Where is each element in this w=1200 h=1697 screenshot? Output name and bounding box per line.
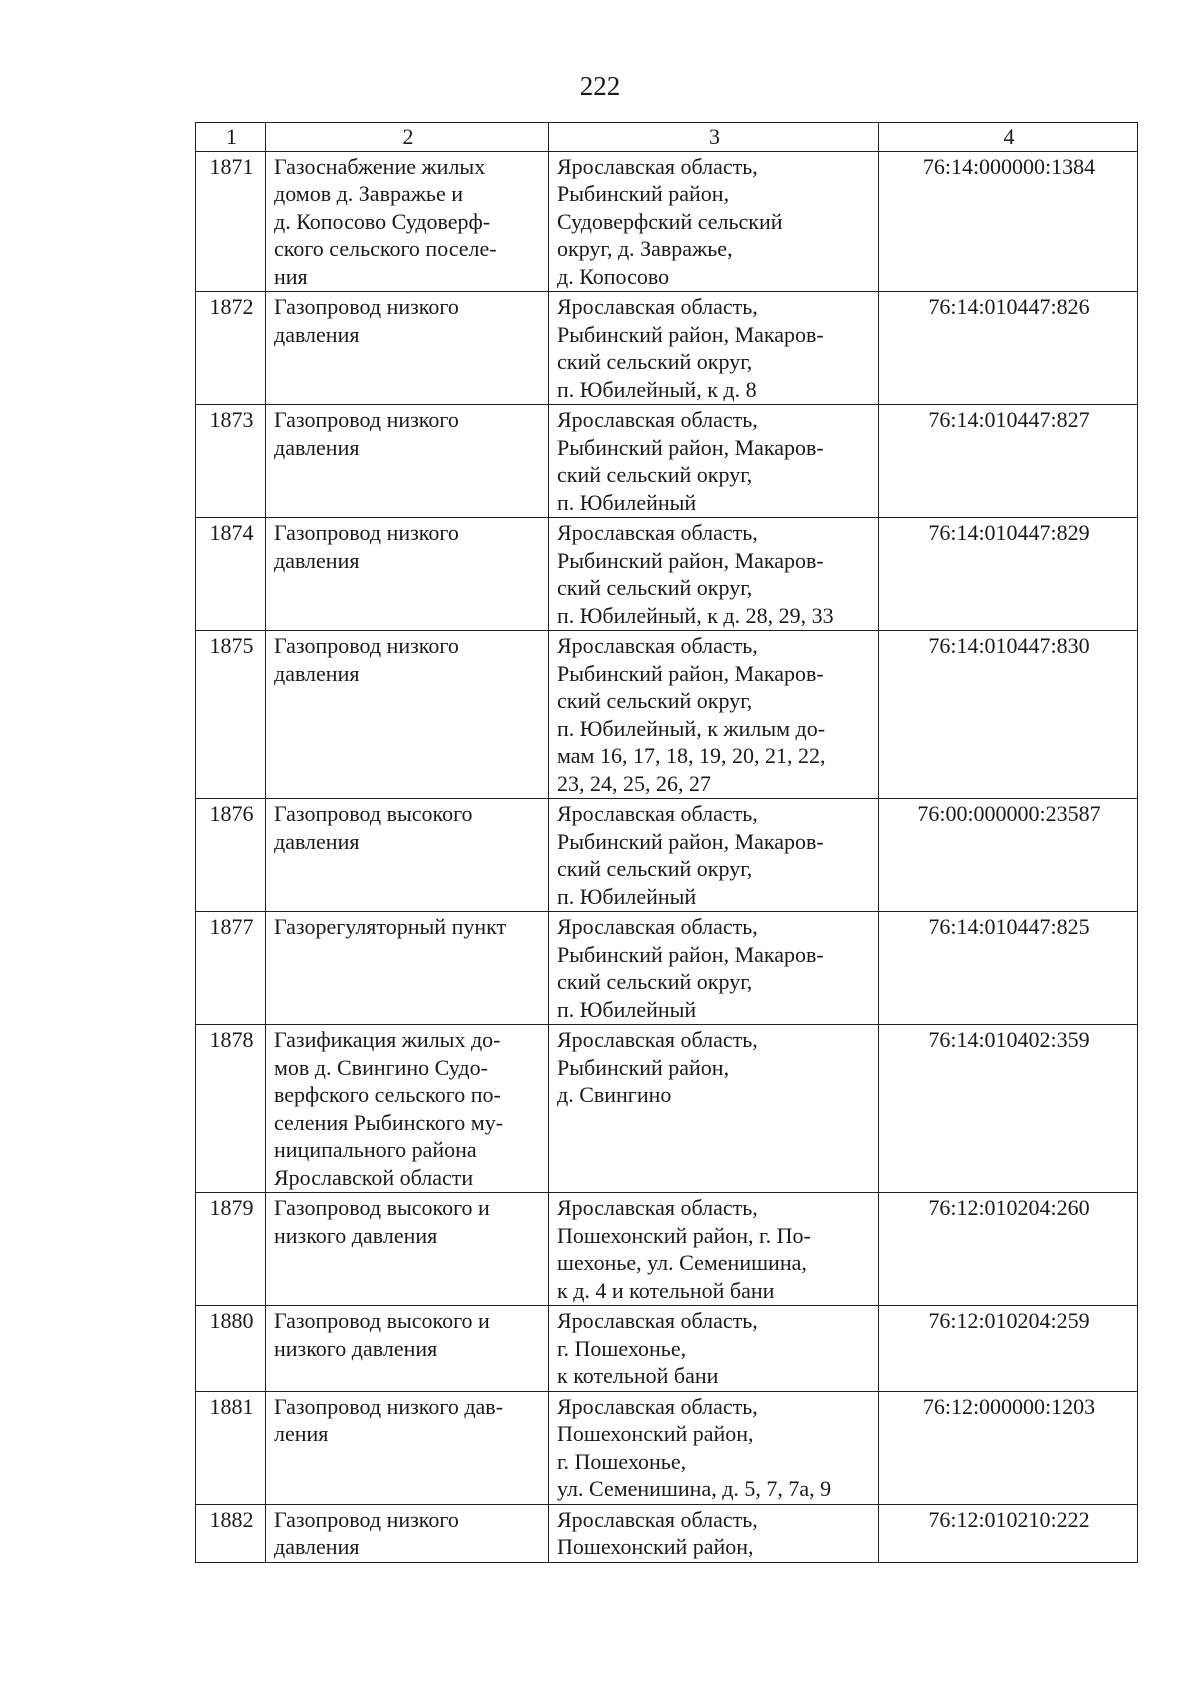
registry-table [195, 122, 1138, 1563]
object-location: Ярославская область, Рыбинский район, д. Свингино [549, 1025, 879, 1193]
object-location: Ярославская область, Рыбинский район, Макаров- ский сельский округ, п. Юбилейный [549, 912, 879, 1025]
table-row [196, 1306, 1138, 1392]
object-name: Газопровод низкого давления [266, 631, 549, 799]
object-location: Ярославская область, Рыбинский район, Макаров- ский сельский округ, п. Юбилейный, к жилым до- мам 16, 17, 18, 19, 20, 21, 22, 23, 24, 25, 26, 27 [549, 631, 879, 799]
table-row [196, 799, 1138, 912]
object-location: Ярославская область, Рыбинский район, Судоверфский сельский округ, д. Завражье, д. Копосово [549, 151, 879, 292]
cadastral-number: 76:12:010210:222 [879, 1504, 1138, 1562]
table-row [196, 912, 1138, 1025]
cadastral-number: 76:12:010204:259 [879, 1306, 1138, 1392]
object-location: Ярославская область, Рыбинский район, Макаров- ский сельский округ, п. Юбилейный [549, 799, 879, 912]
cadastral-number: 76:14:010447:829 [879, 518, 1138, 631]
object-location: Ярославская область, Пошехонский район, г. По- шехонье, ул. Семенишина, к д. 4 и котельной бани [549, 1193, 879, 1306]
cadastral-number: 76:12:010204:260 [879, 1193, 1138, 1306]
cadastral-number: 76:14:010402:359 [879, 1025, 1138, 1193]
object-name: Газопровод низкого давления [266, 405, 549, 518]
cadastral-number: 76:14:010447:825 [879, 912, 1138, 1025]
table-header [196, 123, 1138, 152]
header-row [196, 123, 1138, 152]
table-row [196, 151, 1138, 292]
object-name: Газопровод низкого давления [266, 518, 549, 631]
row-number: 1876 [196, 799, 266, 912]
cadastral-number: 76:14:010447:830 [879, 631, 1138, 799]
object-name: Газопровод высокого и низкого давления [266, 1306, 549, 1392]
row-number: 1877 [196, 912, 266, 1025]
cadastral-number: 76:00:000000:23587 [879, 799, 1138, 912]
cadastral-number: 76:14:010447:827 [879, 405, 1138, 518]
table-body [196, 151, 1138, 1562]
object-location: Ярославская область, г. Пошехонье, к котельной бани [549, 1306, 879, 1392]
object-name: Газопровод высокого давления [266, 799, 549, 912]
cadastral-number: 76:12:000000:1203 [879, 1391, 1138, 1504]
object-name: Газификация жилых до- мов д. Свингино Судо- верфского сельского по- селения Рыбинского му- ниципального района Ярославской области [266, 1025, 549, 1193]
row-number: 1872 [196, 292, 266, 405]
header-col-1: 1 [196, 123, 266, 152]
table-row [196, 1504, 1138, 1562]
table-row [196, 405, 1138, 518]
object-name: Газопровод низкого давления [266, 1504, 549, 1562]
object-location: Ярославская область, Рыбинский район, Макаров- ский сельский округ, п. Юбилейный [549, 405, 879, 518]
object-name: Газопровод высокого и низкого давления [266, 1193, 549, 1306]
object-location: Ярославская область, Рыбинский район, Макаров- ский сельский округ, п. Юбилейный, к д. 8 [549, 292, 879, 405]
table-row [196, 518, 1138, 631]
cadastral-number: 76:14:000000:1384 [879, 151, 1138, 292]
row-number: 1878 [196, 1025, 266, 1193]
table-row [196, 1391, 1138, 1504]
header-col-4: 4 [879, 123, 1138, 152]
row-number: 1879 [196, 1193, 266, 1306]
cadastral-number: 76:14:010447:826 [879, 292, 1138, 405]
header-col-2: 2 [266, 123, 549, 152]
object-location: Ярославская область, Пошехонский район, г. Пошехонье, ул. Семенишина, д. 5, 7, 7а, 9 [549, 1391, 879, 1504]
table-row [196, 1193, 1138, 1306]
table-row [196, 292, 1138, 405]
row-number: 1880 [196, 1306, 266, 1392]
row-number: 1875 [196, 631, 266, 799]
row-number: 1873 [196, 405, 266, 518]
object-name: Газорегуляторный пункт [266, 912, 549, 1025]
table-row [196, 631, 1138, 799]
object-name: Газоснабжение жилых домов д. Завражье и д. Копосово Судоверф- ского сельского поселе- ния [266, 151, 549, 292]
row-number: 1874 [196, 518, 266, 631]
page-number: 222 [579, 71, 621, 101]
row-number: 1881 [196, 1391, 266, 1504]
object-name: Газопровод низкого давления [266, 292, 549, 405]
row-number: 1871 [196, 151, 266, 292]
row-number: 1882 [196, 1504, 266, 1562]
table-row [196, 1025, 1138, 1193]
object-location: Ярославская область, Пошехонский район, [549, 1504, 879, 1562]
object-name: Газопровод низкого дав- ления [266, 1391, 549, 1504]
object-location: Ярославская область, Рыбинский район, Макаров- ский сельский округ, п. Юбилейный, к д. 28, 29, 33 [549, 518, 879, 631]
header-col-3: 3 [549, 123, 879, 152]
